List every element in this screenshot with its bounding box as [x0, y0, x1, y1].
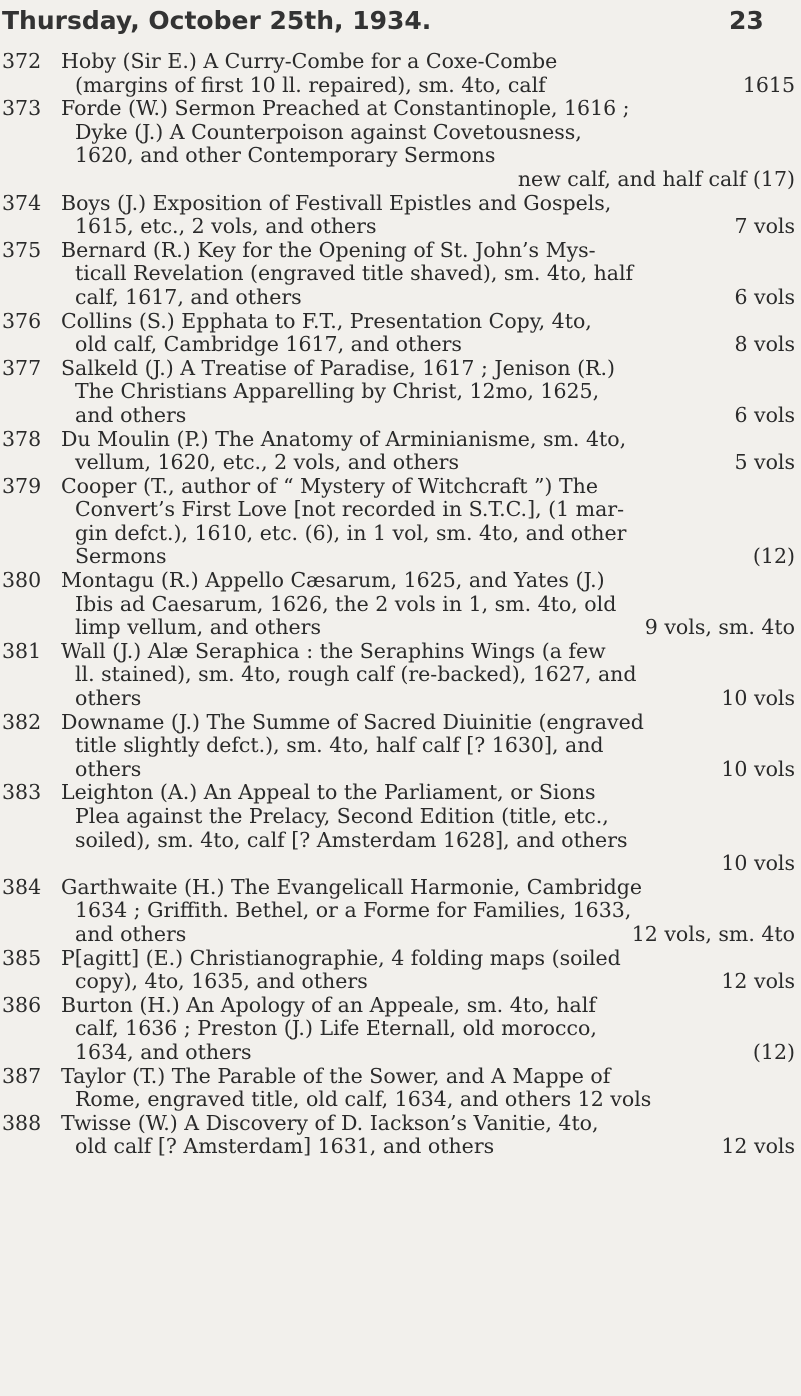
lot-line: The Christians Apparelling by Christ, 12mo, 1625,: [75, 379, 600, 404]
lot-entry: [0, 357, 801, 428]
lot-description: [61, 947, 795, 994]
lot-line: old calf, Cambridge 1617, and others 8 vols: [75, 332, 795, 357]
lot-line: copy), 4to, 1635, and others 12 vols: [75, 969, 795, 994]
lot-description: [61, 50, 795, 97]
lot-entry: [0, 475, 801, 569]
sale-date: Thursday, October 25th, 1934.: [2, 6, 432, 35]
lot-line: Taylor (T.) The Parable of the Sower, and A Mappe of: [61, 1063, 611, 1088]
lot-entry: [0, 947, 801, 994]
lot-number: 378: [2, 426, 42, 451]
lot-number: 388: [2, 1110, 42, 1135]
lot-number: 380: [2, 568, 42, 593]
lot-line: calf, 1617, and others 6 vols: [75, 284, 795, 309]
lot-number: 384: [2, 874, 42, 899]
lot-description: [61, 640, 795, 711]
lot-line: Garthwaite (H.) The Evangelicall Harmonie, Cambridge: [61, 874, 642, 899]
lot-description: [61, 428, 795, 475]
lot-entry: [0, 640, 801, 711]
lot-line: and others 6 vols: [75, 402, 795, 427]
lot-line: Hoby (Sir E.) A Curry-Combe for a Coxe-Combe: [61, 49, 558, 73]
lot-line: 1620, and other Contemporary Sermons: [75, 143, 496, 168]
lot-line: limp vellum, and others 9 vols, sm. 4to: [75, 615, 795, 640]
lot-entry: [0, 50, 801, 97]
lot-line: ll. stained), sm. 4to, rough calf (re-backed), 1627, and: [75, 662, 637, 687]
lot-entry: [0, 428, 801, 475]
lot-line: others 10 vols: [75, 686, 795, 711]
lot-line: 10 vols: [721, 851, 795, 876]
lot-entry: [0, 239, 801, 310]
lot-line: Montagu (R.) Appello Cæsarum, 1625, and Yates (J.): [61, 568, 605, 593]
lot-number: 377: [2, 355, 42, 380]
lot-line: vellum, 1620, etc., 2 vols, and others 5 vols: [75, 450, 795, 475]
lot-line: Burton (H.) An Apology of an Appeale, sm. 4to, half: [61, 992, 596, 1017]
lot-line: title slightly defct.), sm. 4to, half calf [? 1630], and: [75, 733, 604, 758]
lot-number: 374: [2, 190, 42, 215]
lot-line: P[agitt] (E.) Christianographie, 4 folding maps (soiled: [61, 945, 621, 970]
lot-number: 372: [2, 49, 42, 73]
lot-description: [61, 239, 795, 310]
lot-line: Collins (S.) Epphata to F.T., Presentation Copy, 4to,: [61, 308, 592, 333]
lot-entry: [0, 1065, 801, 1112]
lot-line: Plea against the Prelacy, Second Edition (title, etc.,: [75, 804, 609, 828]
lot-line: Rome, engraved title, old calf, 1634, and others 12 vols: [75, 1087, 652, 1112]
lot-description: [61, 357, 795, 428]
lot-description: [61, 1112, 795, 1159]
lot-description: [61, 876, 795, 947]
lot-line: soiled), sm. 4to, calf [? Amsterdam 1628], and others: [75, 827, 628, 852]
lot-line: 1615, etc., 2 vols, and others 7 vols: [75, 214, 795, 239]
lot-description: [61, 711, 795, 782]
lot-line: Boys (J.) Exposition of Festivall Epistles and Gospels,: [61, 190, 612, 215]
lot-number: 381: [2, 638, 42, 663]
lot-line: (margins of first 10 ll. repaired), sm. 4to, calf 1615: [75, 72, 795, 97]
lot-entry: [0, 192, 801, 239]
lot-line: 1634 ; Griffith. Bethel, or a Forme for Families, 1633,: [75, 898, 632, 923]
lot-line: Du Moulin (P.) The Anatomy of Arminianisme, sm. 4to,: [61, 426, 627, 451]
lot-line: old calf [? Amsterdam] 1631, and others 12 vols: [75, 1134, 795, 1159]
lot-line: 1634, and others (12): [75, 1039, 795, 1064]
lot-entry: [0, 97, 801, 191]
lot-number: 375: [2, 237, 42, 262]
lot-line: Bernard (R.) Key for the Opening of St. John’s Mys-: [61, 237, 596, 262]
lot-number: 382: [2, 709, 42, 734]
lot-description: [61, 1065, 795, 1112]
lot-line: gin defct.), 1610, etc. (6), in 1 vol, sm. 4to, and other: [75, 520, 627, 545]
lot-line: Wall (J.) Alæ Seraphica : the Seraphins Wings (a few: [61, 638, 606, 663]
lot-line: Twisse (W.) A Discovery of D. Iackson’s Vanitie, 4to,: [61, 1110, 599, 1135]
lot-number: 383: [2, 780, 42, 805]
lot-description: [61, 994, 795, 1065]
lot-line: others 10 vols: [75, 756, 795, 781]
lot-description: [61, 192, 795, 239]
lot-line: Ibis ad Caesarum, 1626, the 2 vols in 1, sm. 4to, old: [75, 591, 617, 616]
lot-line: Forde (W.) Sermon Preached at Constantinople, 1616 ;: [61, 96, 630, 121]
lot-line: and others 12 vols, sm. 4to: [75, 921, 795, 946]
lot-line: Leighton (A.) An Appeal to the Parliament, or Sions: [61, 780, 596, 805]
lot-description: [61, 310, 795, 357]
lot-number: 376: [2, 308, 42, 333]
lot-line: Sermons (12): [75, 544, 795, 569]
lot-list: [0, 50, 801, 1159]
lot-number: 373: [2, 96, 42, 121]
lot-entry: [0, 1112, 801, 1159]
lot-line: Convert’s First Love [not recorded in S.T.C.], (1 mar-: [75, 497, 625, 522]
lot-description: [61, 97, 795, 191]
lot-number: 387: [2, 1063, 42, 1088]
lot-entry: [0, 876, 801, 947]
lot-number: 386: [2, 992, 42, 1017]
lot-entry: [0, 569, 801, 640]
lot-description: [61, 781, 795, 875]
lot-line: ticall Revelation (engraved title shaved), sm. 4to, half: [75, 261, 634, 286]
page-header: [0, 6, 801, 42]
lot-description: [61, 475, 795, 569]
page-number: 23: [729, 6, 764, 35]
lot-line: Cooper (T., author of “ Mystery of Witchcraft ”) The: [61, 473, 598, 498]
lot-number: 385: [2, 945, 42, 970]
lot-line: Downame (J.) The Summe of Sacred Diuinitie (engraved: [61, 709, 644, 734]
lot-description: [61, 569, 795, 640]
lot-line: Dyke (J.) A Counterpoison against Covetousness,: [75, 119, 582, 144]
lot-line: Salkeld (J.) A Treatise of Paradise, 1617 ; Jenison (R.): [61, 355, 616, 380]
lot-entry: [0, 781, 801, 875]
lot-entry: [0, 994, 801, 1065]
lot-entry: [0, 310, 801, 357]
lot-line: calf, 1636 ; Preston (J.) Life Eternall, old morocco,: [75, 1016, 597, 1041]
lot-number: 379: [2, 473, 42, 498]
lot-entry: [0, 711, 801, 782]
lot-line: new calf, and half calf (17): [517, 166, 795, 191]
